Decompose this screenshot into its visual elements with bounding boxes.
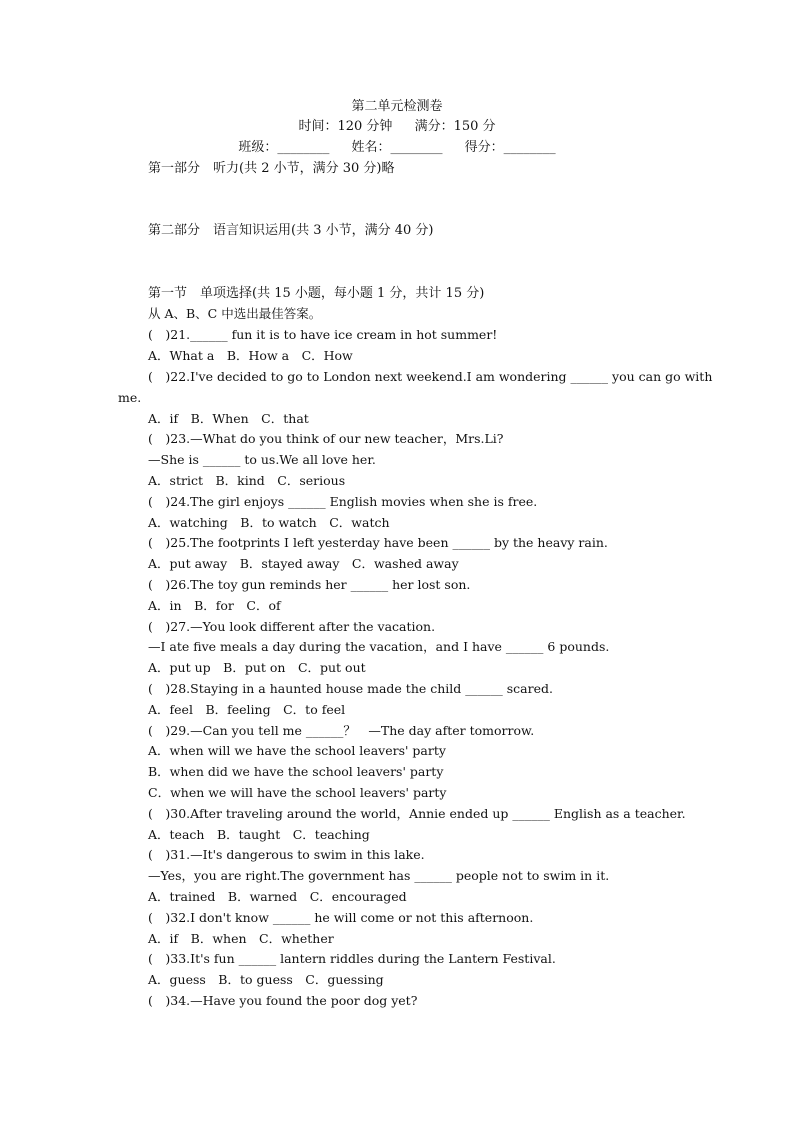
question-line: ( )34.—Have you found the poor dog yet? [148, 993, 418, 1008]
question-continuation: me. [118, 390, 142, 405]
option-line: B．when did we have the school leavers' party [148, 764, 444, 779]
question-line: ( )32.I don't know ______ he will come or not this afternoon. [148, 910, 534, 925]
student-info-row [0, 139, 794, 157]
name-field[interactable]: 姓名：________ [351, 140, 443, 155]
option-line: A．if B．when C．whether [148, 931, 334, 946]
option-line: A．guess B．to guess C．guessing [148, 972, 384, 987]
option-line: A．feel B．feeling C．to feel [148, 702, 346, 717]
question-line: ( )21.______ fun it is to have ice cream in hot summer! [148, 327, 498, 342]
option-line: A．when will we have the school leavers' party [148, 743, 446, 758]
question-line: ( )29.—Can you tell me ______？ —The day after tomorrow. [148, 723, 535, 738]
class-field[interactable]: 班级：________ [238, 140, 330, 155]
part1-heading: 第一部分 听力(共 2 小节，满分 30 分)略 [148, 161, 395, 176]
option-line: A．put away B．stayed away C．washed away [148, 556, 459, 571]
score-field[interactable]: 得分：________ [464, 140, 556, 155]
option-line: A．teach B．taught C．teaching [148, 827, 370, 842]
dialogue-line: —I ate five meals a day during the vacation，and I have ______ 6 pounds. [148, 639, 610, 654]
full-score: 满分：150 分 [414, 119, 496, 134]
option-line: A．What a B．How a C．How [148, 348, 353, 363]
question-line: ( )26.The toy gun reminds her ______ her lost son. [148, 577, 471, 592]
question-line: ( )28.Staying in a haunted house made the child ______ scared. [148, 681, 553, 696]
section1-instruction: 从 A、B、C 中选出最佳答案。 [148, 306, 322, 321]
option-line: A．if B．When C．that [148, 411, 309, 426]
question-line: ( )24.The girl enjoys ______ English movies when she is free. [148, 494, 538, 509]
question-line: ( )22.I've decided to go to London next weekend.I am wondering ______ you can go with [148, 369, 713, 384]
question-line: ( )27.—You look different after the vacation. [148, 619, 436, 634]
option-line: C．when we will have the school leavers' party [148, 785, 447, 800]
option-line: A．in B．for C．of [148, 598, 281, 613]
option-line: A．watching B．to watch C．watch [148, 515, 390, 530]
option-line: A．strict B．kind C．serious [148, 473, 346, 488]
option-line: A．trained B．warned C．encouraged [148, 889, 407, 904]
question-line: ( )31.—It's dangerous to swim in this lake. [148, 847, 425, 862]
time-limit: 时间：120 分钟 [298, 119, 393, 134]
part2-heading: 第二部分 语言知识运用(共 3 小节，满分 40 分) [148, 223, 434, 238]
question-line: ( )30.After traveling around the world，Annie ended up ______ English as a teacher. [148, 806, 686, 821]
page-title: 第二单元检测卷 [351, 99, 443, 114]
option-line: A．put up B．put on C．put out [148, 660, 366, 675]
question-line: ( )23.—What do you think of our new teacher，Mrs.Li? [148, 431, 504, 446]
question-line: ( )33.It's fun ______ lantern riddles during the Lantern Festival. [148, 951, 556, 966]
section1-heading: 第一节 单项选择(共 15 小题，每小题 1 分，共计 15 分) [148, 286, 485, 301]
dialogue-line: —Yes，you are right.The government has ______ people not to swim in it. [148, 868, 610, 883]
exam-meta [0, 118, 794, 136]
dialogue-line: —She is ______ to us.We all love her. [148, 452, 376, 467]
question-line: ( )25.The footprints I left yesterday have been ______ by the heavy rain. [148, 535, 608, 550]
